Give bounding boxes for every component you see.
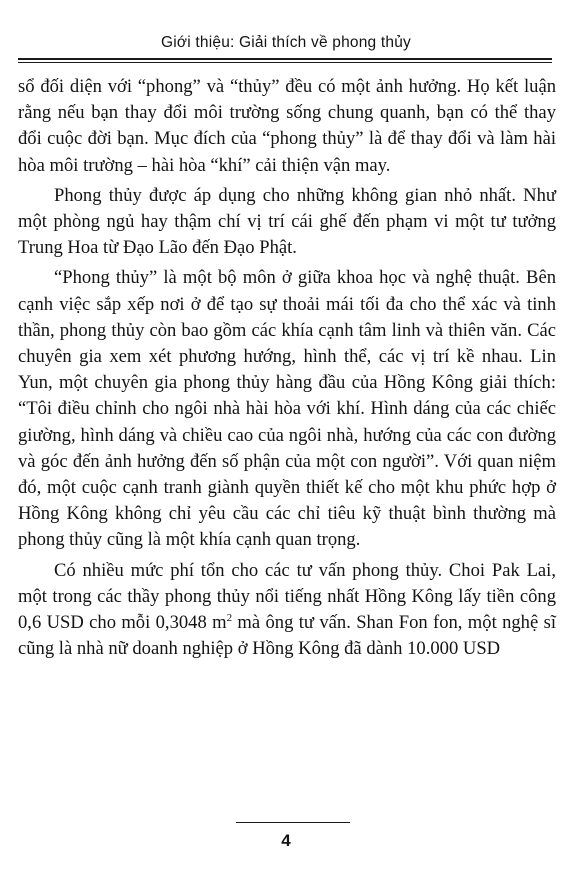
body-text [18,74,556,666]
paragraph-1: sổ đối diện với “phong” và “thủy” đều có một ảnh hưởng. Họ kết luận rằng nếu bạn thay đổi môi trường sống chung quanh, bạn có thể thay đổi cuộc đời bạn. Mục đích của “phong thủy” là để thay đổi và làm hài hòa môi trường – hài hòa “khí” cải thiện vận may. [18,76,556,176]
paragraph-4-text-b: mà ông tư vấn. Shan Fon fon, một nghệ sĩ cũng là nhà nữ doanh nghiệp ở Hồng Kông đã dành 10.000 USD [18,612,556,660]
footer-rule [236,822,350,823]
paragraph-2: Phong thủy được áp dụng cho những không gian nhỏ nhất. Như một phòng ngủ hay thậm chí vị trí cái ghế đến phạm vi một tư tưởng Trung Hoa từ Đạo Lão đến Đạo Phật. [18,184,556,259]
paragraph-4-text-a: Có nhiều mức phí tổn cho các tư vấn phong thủy. Choi Pak Lai, một trong các thầy phong thủy nổi tiếng nhất Hồng Kông lấy tiền công 0,6 USD cho mỗi 0,3048 m [18,559,556,634]
running-header: Giới thiệu: Giải thích về phong thủy [160,34,411,51]
paragraph-4 [18,558,556,663]
paragraph-3: “Phong thủy” là một bộ môn ở giữa khoa học và nghệ thuật. Bên cạnh việc sắp xếp nơi ở để tạo sự thoải mái tối đa cho thể xác và tinh thần, phong thủy còn bao gồm các khía cạnh tâm linh và thiên văn. Các chuyên gia xem xét phương hướng, hình thể, các vị trí kề nhau. Lin Yun, một chuyên gia phong thủy hàng đầu của Hồng Kông giải thích: “Tôi điều chỉnh cho ngôi nhà hài hòa với khí. Hình dáng của các chiếc giường, hình dáng và chiều cao của ngôi nhà, hướng của các con đường và góc đến ảnh hưởng đến số phận của một con người”. Với quan niệm đó, một cuộc cạnh tranh giành quyền thiết kế cho một khu phức hợp ở Hồng Kông không chỉ yêu cầu các chỉ tiêu kỹ thuật bình thường mà phong thủy cũng là một khía cạnh quan trọng. [18,267,556,551]
header-rule [18,58,552,63]
paragraph-4-superscript: 2 [226,611,233,624]
page-number: 4 [281,831,291,850]
